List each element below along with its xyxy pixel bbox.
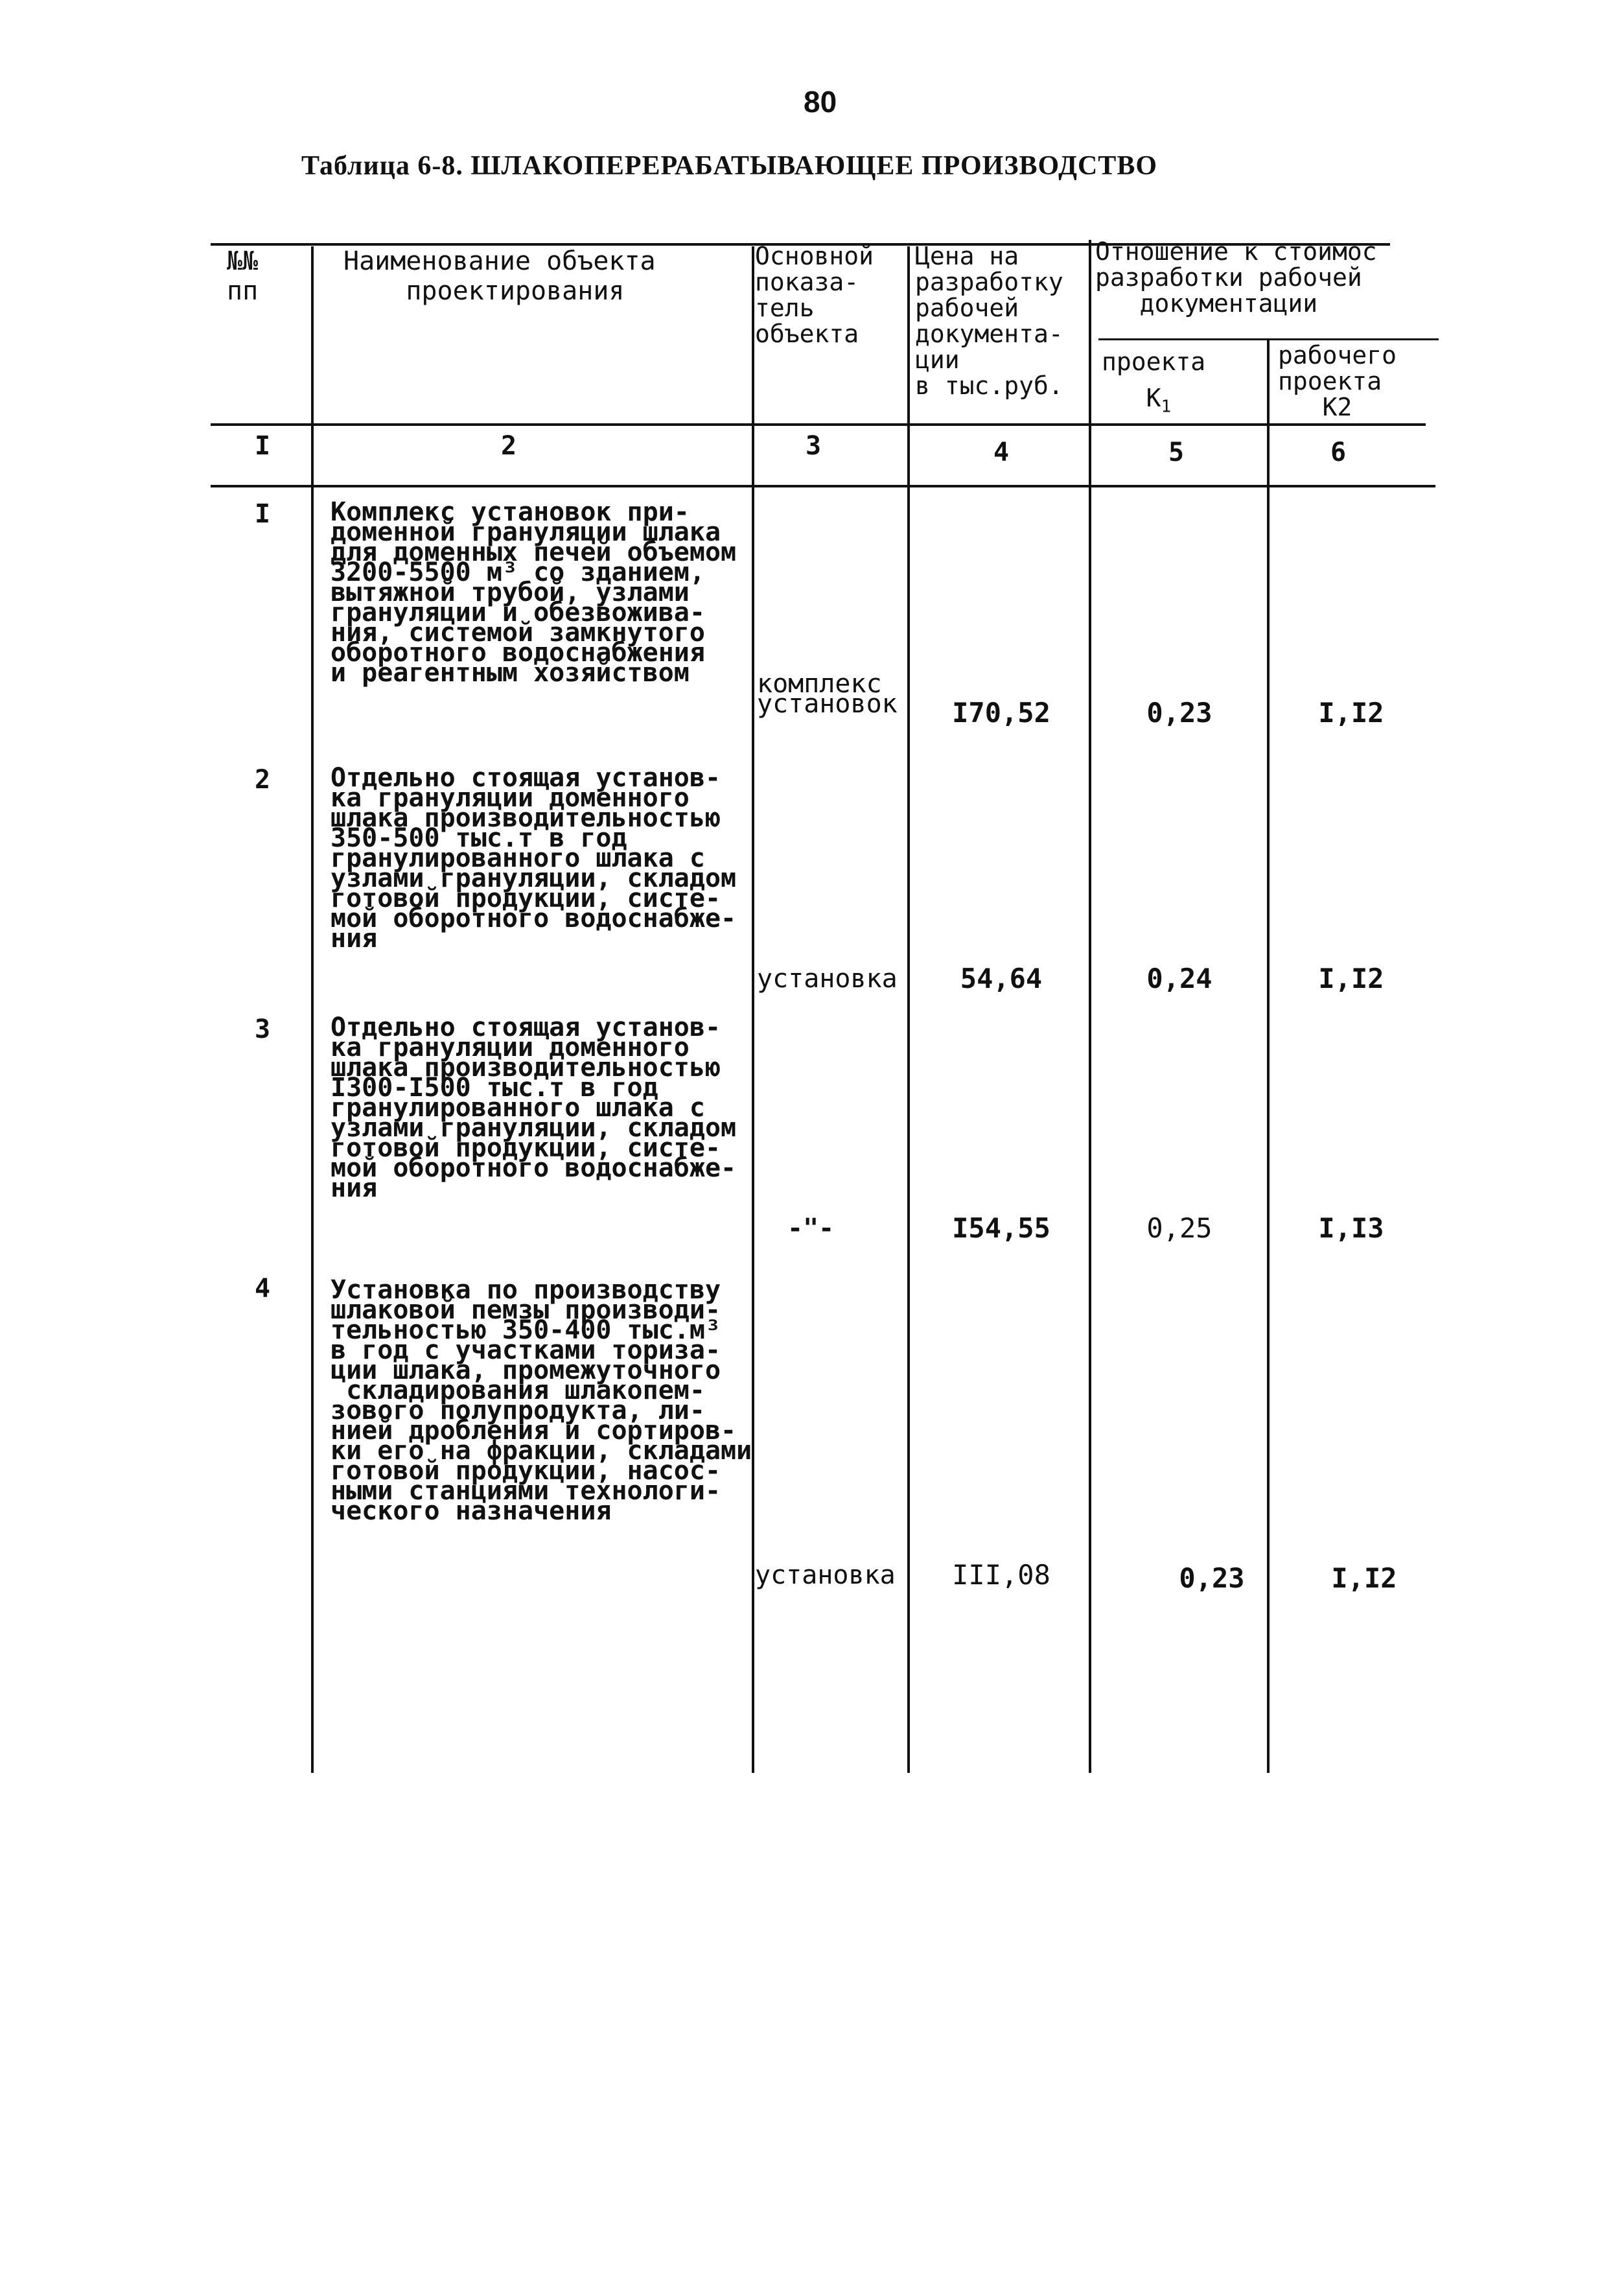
column-number-3: 3 (805, 431, 822, 461)
row-3-k1: 0,25 (1146, 1212, 1212, 1244)
header-working-project-k2: рабочего проекта К2 (1278, 341, 1397, 421)
table-title: Таблица 6-8. ШЛАКОПЕРЕРАБАТЫВАЮЩЕЕ ПРОИЗВОДСТВО (301, 151, 1158, 181)
row-2-price: 54,64 (960, 963, 1043, 994)
header-number: №№ пп (227, 246, 259, 306)
row-3-k2: I,I3 (1318, 1212, 1384, 1244)
row-1-k2: I,I2 (1318, 697, 1384, 729)
header-project-k1-subscript: 1 (1161, 397, 1172, 417)
col-divider-2 (752, 246, 754, 1773)
column-number-6: 6 (1330, 438, 1347, 467)
row-1-price: I70,52 (952, 697, 1050, 729)
row-4-object-name: Установка по производству шлаковой пемзы производи- тельностью 350-400 тыс.м³ в год с участками ториза- ции шлака, промежуточного складирования шлакопем- зового полупродукта, ли- нией дробления и сортиров- ки его на фракции, складами готовой продукции, насос- ными станциями технологи- ческого назначения (331, 1275, 752, 1526)
row-3-object-name: Отдельно стоящая установ- ка грануляции доменного шлака производительностью I300-I500 тыс.т в год гранулированного шлака с узлами грануляции, складом готовой продукции, систе- мой оборотного водоснабже- ния (331, 1013, 737, 1203)
header-price: Цена на разработку рабочей документа- ции в тыс.руб. (915, 242, 1063, 400)
row-2-k2: I,I2 (1318, 963, 1384, 994)
row-3-indicator: -"- (787, 1213, 835, 1243)
column-number-2: 2 (500, 431, 517, 461)
header-main-indicator: Основной показа- тель объекта (755, 242, 874, 348)
row-4-indicator: установка (755, 1560, 896, 1590)
row-1-number: I (254, 499, 271, 529)
column-number-1: I (254, 431, 271, 461)
row-1-object-name: Комплекс установок при- доменной грануляции шлака для доменных печей объемом 3200-5500 м³ со зданием, вытяжной трубой, узлами грануляции и обезвожива- ния, системой замкнутого оборотного водоснабжения и реагентным хозяйством (331, 497, 737, 688)
row-1-indicator: комплекс установок (757, 669, 898, 719)
row-3-price: I54,55 (952, 1212, 1050, 1244)
header-cost-ratio: Отношение к стоимос разработки рабочей документации (1095, 237, 1377, 318)
col-divider-5 (1267, 340, 1270, 1773)
row-2-number: 2 (254, 765, 271, 795)
column-number-5: 5 (1168, 438, 1185, 467)
row-4-k1: 0,23 (1179, 1562, 1245, 1594)
row-1-k1: 0,23 (1146, 697, 1212, 729)
row-4-price: III,08 (952, 1559, 1050, 1591)
header-bottom-rule (211, 423, 1426, 426)
header-object-name: Наименование объекта проектирования (343, 246, 656, 306)
row-4-k2: I,I2 (1331, 1562, 1397, 1594)
col-divider-4 (1089, 240, 1091, 1773)
header-project-k1 (1102, 344, 1205, 425)
row-4-number: 4 (254, 1274, 271, 1304)
row-2-indicator: установка (757, 964, 898, 994)
column-number-4: 4 (993, 438, 1010, 467)
col-divider-3 (907, 246, 910, 1773)
row-2-k1: 0,24 (1146, 963, 1212, 994)
row-2-object-name: Отдельно стоящая установ- ка грануляции доменного шлака производительностью 350-500 тыс.т в год гранулированного шлака с узлами грануляции, складом готовой продукции, систе- мой оборотного водоснабже- ния (331, 763, 737, 954)
row-3-number: 3 (254, 1014, 271, 1044)
page-number: 80 (804, 85, 837, 119)
col-divider-1 (311, 246, 314, 1773)
column-numbers-rule (211, 485, 1435, 487)
header-project-k1-text: проекта К (1102, 347, 1206, 412)
